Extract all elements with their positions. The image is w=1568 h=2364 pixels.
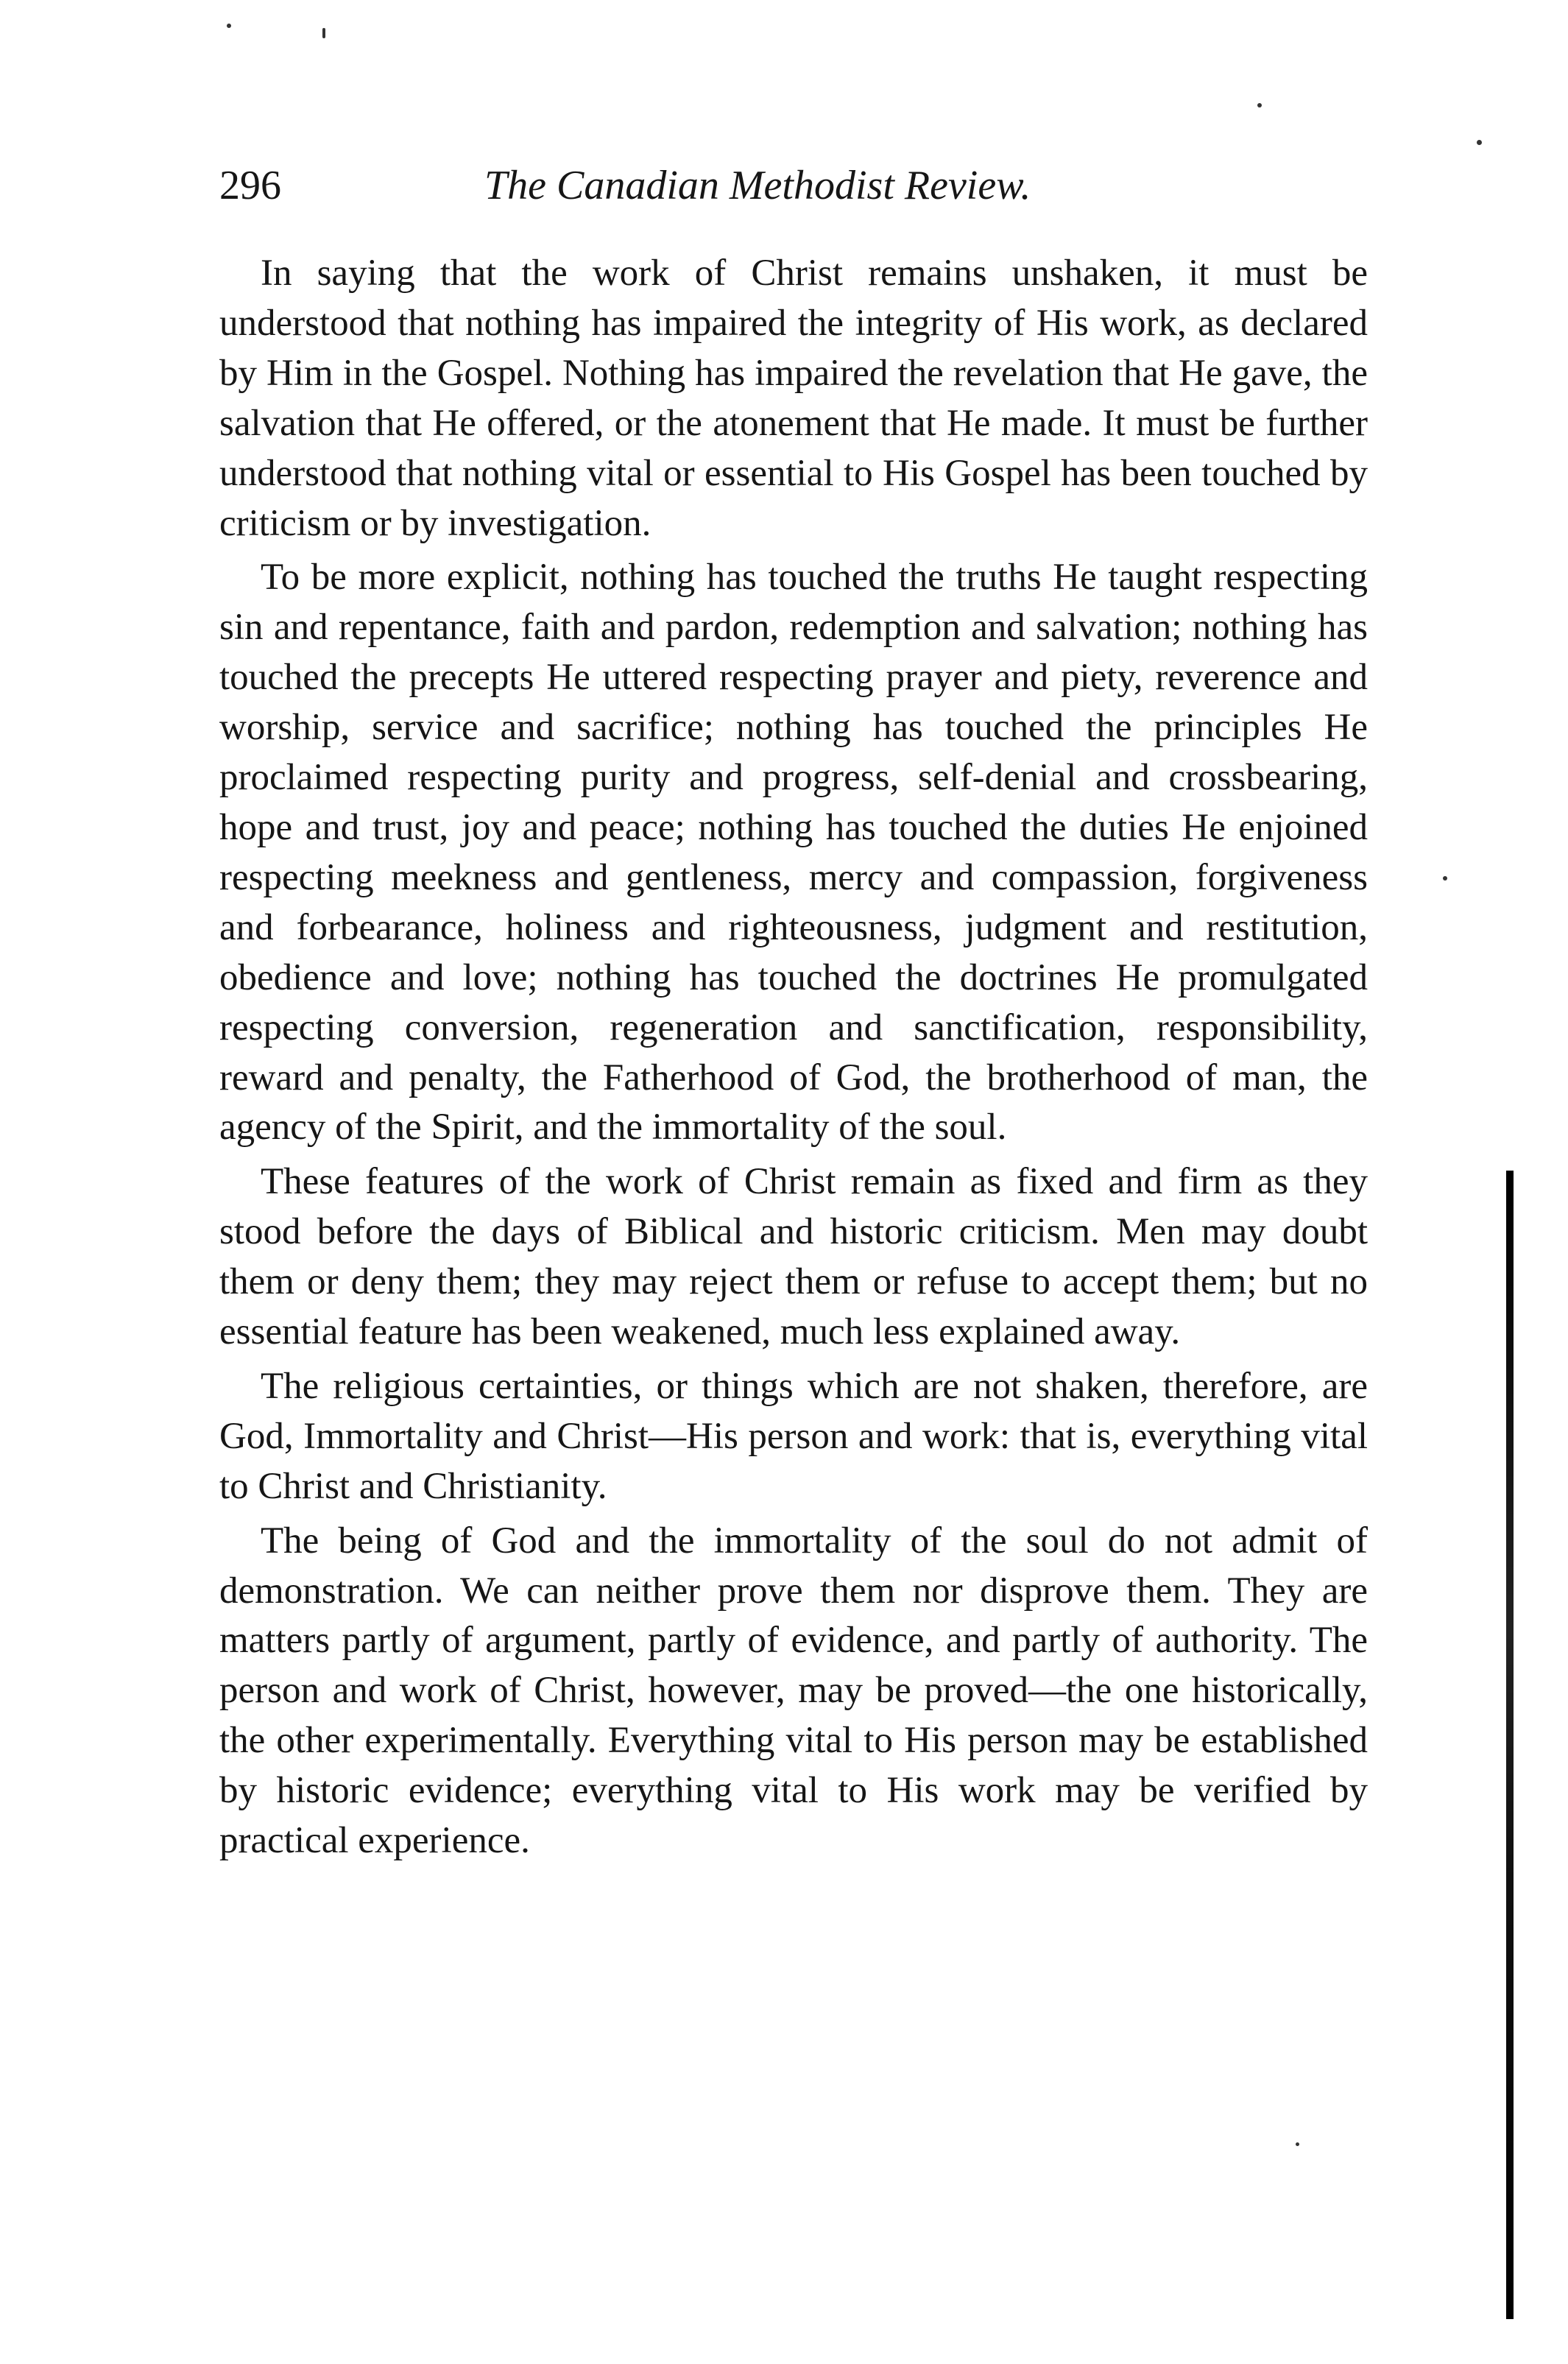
paragraph: These features of the work of Christ remain as fixed and firm as they stood before the days of Biblical and historic criticism. Men may doubt them or deny them; they may reject them or refuse to accept them; but no essential feature has been weakened, much less explained away. <box>219 1161 1368 1353</box>
paragraph: To be more explicit, nothing has touched the truths He taught respecting sin and repentance, faith and pardon, redemption and salvation; nothing has touched the precepts He uttered respecting prayer and piety, reverence and worship, service and sacrifice; nothing has touched the principles He proclaimed respecting purity and progress, self-denial and crossbearing, hope and trust, joy and peace; nothing has touched the duties He enjoined respecting meekness and gentleness, mercy and compassion, forgiveness and forbearance, holiness and righteousness, judgment and restitution, obedience and love; nothing has touched the doctrines He promulgated respecting conversion, regeneration and sanctification, responsibility, reward and penalty, the Fatherhood of God, the brotherhood of man, the agency of the Spirit, and the immortality of the soul. <box>219 557 1368 1149</box>
page-header <box>219 156 1368 215</box>
scan-speck <box>1443 876 1447 881</box>
scan-speck <box>1257 103 1262 107</box>
scan-speck <box>1296 2142 1299 2146</box>
scan-speck <box>322 28 325 38</box>
paragraph: The religious certainties, or things which are not shaken, therefore, are God, Immortality and Christ—His person and work: that is, everything vital to Christ and Christianity. <box>219 1365 1368 1507</box>
scan-speck <box>1477 140 1482 145</box>
running-title: The Canadian Methodist Review. <box>484 163 1031 208</box>
scan-speck <box>227 24 231 28</box>
page-number: 296 <box>219 163 281 208</box>
paragraph: In saying that the work of Christ remains unshaken, it must be understood that nothing has impaired the integrity of His work, as declared by Him in the Gospel. Nothing has impaired the revelation that He gave, the salvation that He offered, or the atonement that He made. It must be further understood that nothing vital or essential to His Gospel has been touched by criticism or by investigation. <box>219 253 1368 544</box>
paragraph: The being of God and the immortality of the soul do not admit of demonstration. We can neither prove them nor disprove them. They are matters partly of argument, partly of evidence, and partly of authority. The person and work of Christ, however, may be proved—the one historically, the other experimentally. Everything vital to His person may be established by historic evidence; everything vital to His work may be verified by practical experience. <box>219 1520 1368 1862</box>
body-text <box>219 249 1368 1871</box>
scan-edge-shadow <box>1506 1171 1514 2319</box>
